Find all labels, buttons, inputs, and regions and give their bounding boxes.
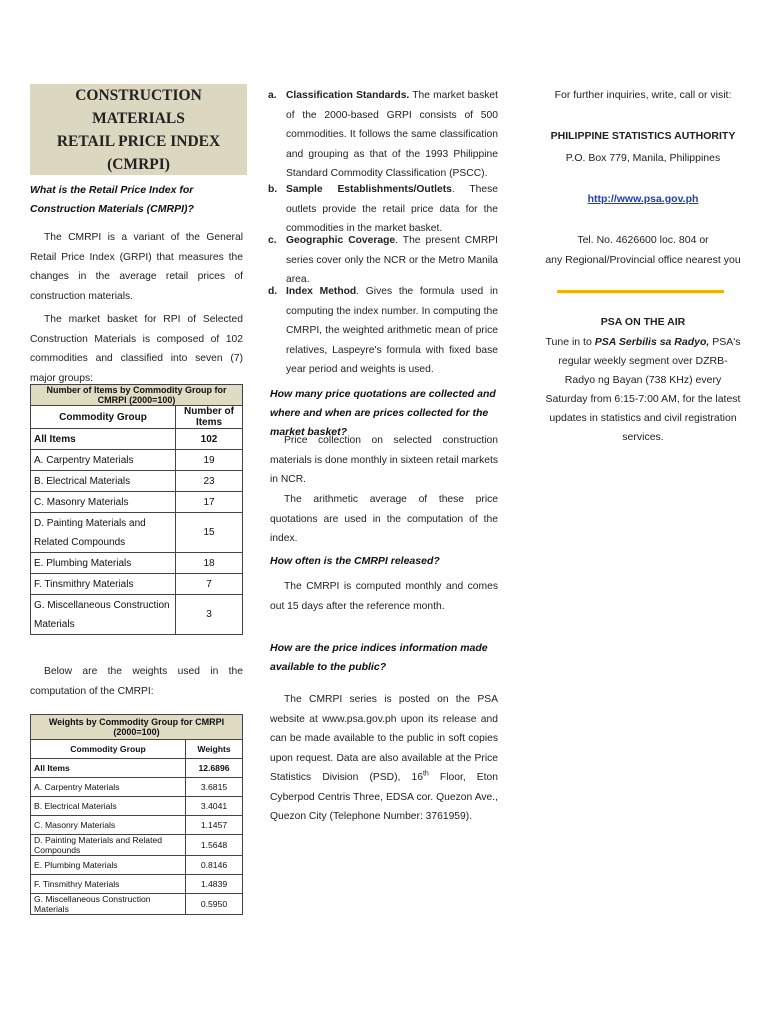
- table-row-weight: 12.6896: [186, 759, 243, 778]
- question-availability: How are the price indices information made available to the public?: [270, 642, 488, 673]
- table-row-count: 17: [176, 492, 243, 513]
- list-heading: Classification Standards.: [286, 90, 410, 101]
- paragraph-availability: [270, 690, 498, 827]
- website-link[interactable]: http://www.psa.gov.ph: [587, 193, 699, 205]
- table-caption: Weights by Commodity Group for CMRPI (2000=100): [31, 715, 243, 740]
- table-row-count: 19: [176, 450, 243, 471]
- table-row-count: 15: [176, 513, 243, 553]
- list-item-classification: [268, 86, 498, 184]
- table-row-group: A. Carpentry Materials: [31, 450, 176, 471]
- table-row-count: 3: [176, 595, 243, 635]
- table-row-group: G. Miscellaneous Construction Materials: [31, 595, 176, 635]
- list-item-establishments: [268, 180, 498, 239]
- table-row-group: E. Plumbing Materials: [31, 856, 186, 875]
- list-heading: Geographic Coverage: [286, 235, 396, 246]
- table-header-items: Number of Items: [176, 406, 243, 429]
- telephone-text: Tel. No. 4626600 loc. 804 or: [577, 234, 709, 246]
- list-item-geographic: [268, 231, 498, 290]
- psa-on-air-text-2: PSA's regular weekly segment over DZRB-Radyo ng Bayan (738 KHz) every Saturday from 6:15-7:00 AM, for the latest updates in statistics and civil registration services.: [545, 336, 741, 443]
- website-link-wrap: [543, 190, 743, 209]
- table-row-group: All Items: [31, 429, 176, 450]
- list-label: c.: [268, 235, 277, 246]
- table-row-group: D. Painting Materials and Related Compounds: [31, 835, 186, 856]
- title-line-1: CONSTRUCTION MATERIALS: [75, 86, 202, 127]
- table-header-group: Commodity Group: [31, 406, 176, 429]
- paragraph-price-collection: [270, 431, 498, 490]
- table-row-count: 23: [176, 471, 243, 492]
- list-text: . These outlets provide the retail price data for the commodities in the market basket.: [286, 184, 498, 234]
- question-what-is-cmrpi: What is the Retail Price Index for Construction Materials (CMRPI)?: [30, 184, 194, 215]
- superscript-th: th: [422, 770, 429, 778]
- paragraph-market-basket-text: The market basket for RPI of Selected Construction Materials is composed of 102 commodities and classified into seven (7) major groups:: [30, 314, 243, 384]
- paragraph-release: [270, 577, 498, 616]
- paragraph-weights: [30, 662, 243, 701]
- divider-bar: [557, 290, 724, 293]
- paragraph-arithmetic-average-text: The arithmetic average of these price quotations are used in the computation of the index.: [270, 494, 498, 544]
- inquiries-text: For further inquiries, write, call or visit:: [554, 89, 732, 101]
- question-price-quotations: How many price quotations are collected and where and when are prices collected for the market basket?: [270, 388, 496, 438]
- table-row-group: B. Electrical Materials: [31, 471, 176, 492]
- table-row-weight: 3.6815: [186, 778, 243, 797]
- table-row-count: 102: [176, 429, 243, 450]
- list-label: d.: [268, 286, 278, 297]
- table-row-count: 18: [176, 553, 243, 574]
- table-row-group: F. Tinsmithry Materials: [31, 875, 186, 894]
- table-row-count: 7: [176, 574, 243, 595]
- table-row-group: C. Masonry Materials: [31, 492, 176, 513]
- table-row-weight: 1.5648: [186, 835, 243, 856]
- table-number-of-items: [30, 384, 243, 635]
- table-row-weight: 0.8146: [186, 856, 243, 875]
- question-release: How often is the CMRPI released?: [270, 555, 440, 567]
- table-row-group: G. Miscellaneous Construction Materials: [31, 894, 186, 915]
- psa-on-air-text: [545, 333, 741, 447]
- table-row-group: B. Electrical Materials: [31, 797, 186, 816]
- table-row-weight: 1.1457: [186, 816, 243, 835]
- table-row-weight: 0.5950: [186, 894, 243, 915]
- paragraph-release-text: The CMRPI is computed monthly and comes out 15 days after the reference month.: [270, 581, 498, 612]
- table-row-group: F. Tinsmithry Materials: [31, 574, 176, 595]
- list-heading: Index Method: [286, 286, 357, 297]
- title-line-2: RETAIL PRICE INDEX (CMRPI): [56, 132, 221, 173]
- psa-on-air-title: PSA ON THE AIR: [600, 316, 686, 328]
- table-row-group: All Items: [31, 759, 186, 778]
- paragraph-availability-text-b: Floor, Eton Cyberpod Centris Three, EDSA cor. Quezon Ave., Quezon City (Telephone Number: 3761959).: [270, 772, 498, 822]
- list-label: b.: [268, 184, 278, 195]
- list-heading: Sample Establishments/Outlets: [286, 184, 452, 195]
- table-caption: Number of Items by Commodity Group for CMRPI (2000=100): [31, 385, 243, 406]
- table-header-group: Commodity Group: [31, 740, 186, 759]
- table-row-group: D. Painting Materials and Related Compounds: [31, 513, 176, 553]
- list-text: . Gives the formula used in computing the index number. In computing the CMRPI, the weighted arithmetic mean of price relatives, Laspeyre's formula with fixed base year period and weights is used.: [286, 286, 498, 375]
- psa-on-air-show: PSA Serbilis sa Radyo,: [594, 336, 710, 348]
- psa-on-air-text-1: Tune in to: [545, 336, 595, 348]
- paragraph-weights-text: Below are the weights used in the computation of the CMRPI:: [30, 666, 243, 697]
- paragraph-definition-text: The CMRPI is a variant of the General Retail Price Index (GRPI) that measures the changes in the average retail prices of construction materials.: [30, 232, 243, 302]
- table-row-weight: 3.4041: [186, 797, 243, 816]
- list-item-index-method: [268, 282, 498, 380]
- table-weights: [30, 714, 243, 915]
- table-header-weights: Weights: [186, 740, 243, 759]
- org-name: PHILIPPINE STATISTICS AUTHORITY: [550, 130, 736, 142]
- list-label: a.: [268, 90, 277, 101]
- paragraph-definition: [30, 228, 243, 306]
- list-text: The market basket of the 2000-based GRPI consists of 500 commodities. It follows the same classification and grouping as that of the 1993 Philippine Standard Commodity Classification (PSCC).: [286, 90, 498, 179]
- regional-office-text: any Regional/Provincial office nearest you: [545, 254, 741, 266]
- table-row-weight: 1.4839: [186, 875, 243, 894]
- table-row-group: E. Plumbing Materials: [31, 553, 176, 574]
- paragraph-availability-text-a: The CMRPI series is posted on the PSA website at www.psa.gov.ph upon its release and can be made available to the public in soft copies upon request. Data are also available at the Price Statistics Division (PSD), 16: [270, 694, 498, 783]
- list-text: . The present CMRPI series cover only the NCR or the Metro Manila area.: [286, 235, 498, 285]
- table-row-group: C. Masonry Materials: [31, 816, 186, 835]
- table-row-group: A. Carpentry Materials: [31, 778, 186, 797]
- title-box: [30, 84, 247, 175]
- paragraph-price-collection-text: Price collection on selected construction materials is done monthly in sixteen retail markets in NCR.: [270, 435, 498, 485]
- paragraph-market-basket: [30, 310, 243, 388]
- paragraph-arithmetic-average: [270, 490, 498, 549]
- org-address: P.O. Box 779, Manila, Philippines: [565, 152, 721, 164]
